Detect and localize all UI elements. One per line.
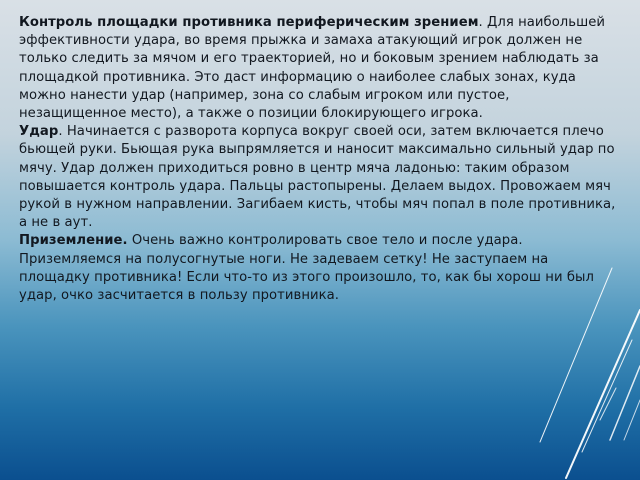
paragraph-heading: Приземление. [19,233,128,249]
paragraph-text: . Для наибольшей эффективности удара, во время прыжка и замаха атакующий игрок должен не только следить за мячом и его траекторией, но и боковым зрением наблюдать за площадкой противника. Это даст информацию о наиболее слабых зонах, куда можно нанести удар (например, зона со слабым игроком или пустое, незащищенное место), а также о позиции блокирующего игрока. [19,15,606,122]
paragraph-text: Очень важно контролировать свое тело и после удара. Приземляемся на полусогнутые ноги. Не задеваем сетку! Не заступаем на площадку противника! Если что-то из этого произошло, то, как бы хорош ни был удар, очко засчитается в пользу противника. [19,233,594,304]
paragraph-text: . Начинается с разворота корпуса вокруг своей оси, затем включается плечо бьющей руки. Бьющая рука выпрямляется и наносит максимально сильный удар по мячу. Удар должен приходиться ровно в центр мяча ладонью: таким образом повышается контроль удара. Пальцы растопырены. Делаем выдох. Провожаем мяч рукой в нужном направлении. Загибаем кисть, чтобы мяч попал в поле противника, а не в аут. [19,124,616,231]
slide-body-text [19,14,619,305]
paragraph-heading: Удар [19,124,59,140]
decor-line [566,310,640,478]
decor-line [610,366,640,440]
decor-line [624,400,640,440]
paragraph-landing [19,232,619,305]
paragraph-heading: Контроль площадки противника периферическим зрением [19,15,479,30]
paragraph-peripheral-vision [19,14,619,123]
decor-line [582,340,632,452]
paragraph-strike [19,123,619,232]
decor-line [600,388,616,420]
